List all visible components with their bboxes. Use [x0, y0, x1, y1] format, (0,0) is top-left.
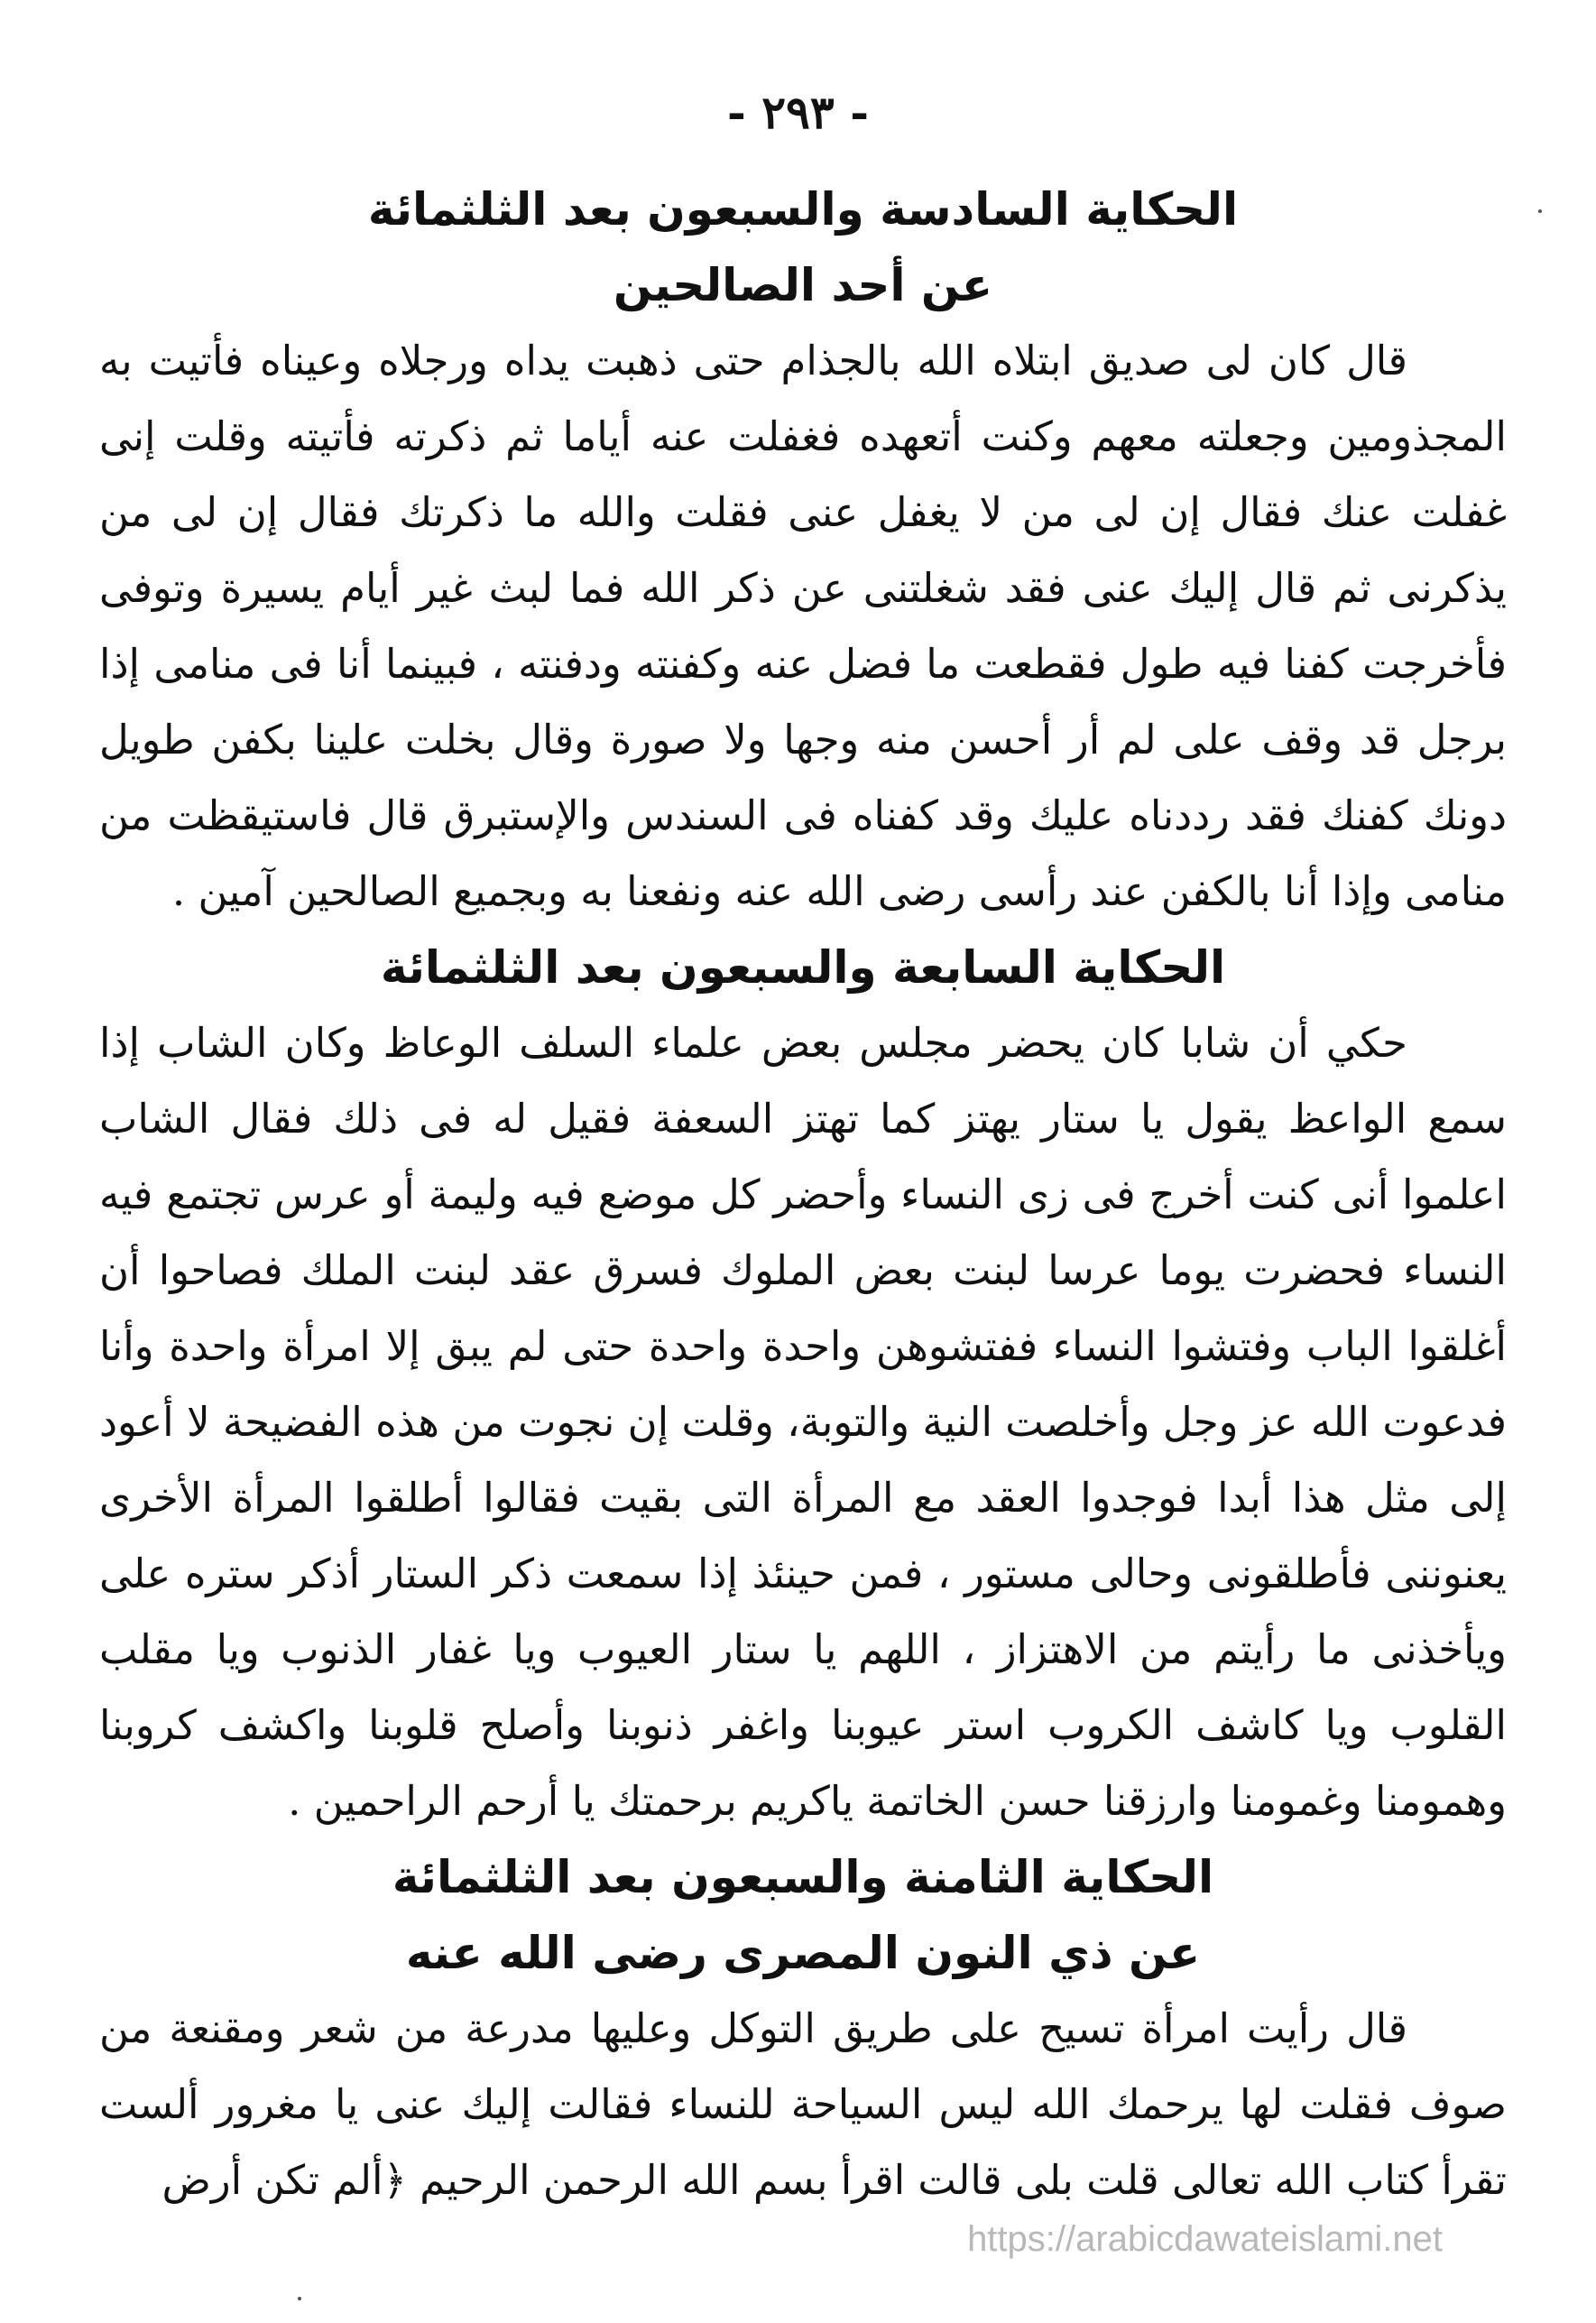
- story-378-subheading: عن ذي النون المصرى رضى الله عنه: [405, 1927, 1201, 1979]
- watermark-url: https://arabicdawateislami.net: [967, 2219, 1443, 2259]
- story-376-subheading: عن أحد الصالحين: [613, 259, 993, 311]
- page-number: - ٢٩٣ -: [727, 86, 869, 139]
- story-376-heading: الحكاية السادسة والسبعون بعد الثلثمائة: [367, 183, 1239, 236]
- story-377-body: حكي أن شابا كان يحضر مجلس بعض علماء السلف الوعاظ وكان الشاب إذا سمع الواعظ يقول يا ستار يهتز كما تهتز السعفة فقيل له فى ذلك فقال الشاب اعلموا أنى كنت أخرج فى زى النساء وأحضر كل موضع فيه وليمة أو عرس تجتمع فيه النساء فحضرت يوما عرسا لبنت بعض الملوك فسرق عقد لبنت الملك فصاحوا أن أغلقوا الباب وفتشوا النساء ففتشوهن واحدة واحدة حتى لم يبق إلا امرأة واحدة وأنا فدعوت الله عز وجل وأخلصت النية والتوبة، وقلت إن نجوت من هذه الفضيحة لا أعود إلى مثل هذا أبدا فوجدوا العقد مع المرأة التى بقيت فقالوا أطلقوا المرأة الأخرى يعنوننى فأطلقونى وحالى مستور ، فمن حينئذ إذا سمعت ذكر الستار أذكر ستره على ويأخذنى ما رأيتم من الاهتزاز ، اللهم يا ستار العيوب ويا غفار الذنوب ويا مقلب القلوب ويا كاشف الكروب استر عيوبنا واغفر ذنوبنا وأصلح قلوبنا واكشف كروبنا وهمومنا وغمومنا وارزقنا حسن الخاتمة ياكريم برحمتك يا أرحم الراحمين .: [99, 1019, 1507, 1825]
- story-378-heading: الحكاية الثامنة والسبعون بعد الثلثمائة: [392, 1851, 1214, 1903]
- page-content: [99, 171, 1507, 2218]
- story-376-body: قال كان لى صديق ابتلاه الله بالجذام حتى ذهبت يداه ورجلاه وعيناه فأتيت به المجذومين وجعلته معهم وكنت أتعهده فغفلت عنه أياما ثم ذكرته فأتيته وقلت إنى غفلت عنك فقال إن لى من لا يغفل عنى فقلت والله ما ذكرتك فقال إن لى من يذكرنى ثم قال إليك عنى فقد شغلتنى عن ذكر الله فما لبث غير أيام يسيرة وتوفى فأخرجت كفنا فيه طول فقطعت ما فضل عنه وكفنته ودفنته ، فبينما أنا فى منامى إذا برجل قد وقف على لم أر أحسن منه وجها ولا صورة وقال بخلت علينا بكفن طويل دونك كفنك فقد رددناه عليك وقد كفناه فى السندس والإستبرق قال فاستيقظت من منامى وإذا أنا بالكفن عند رأسى رضى الله عنه ونفعنا به وبجميع الصالحين آمين .: [99, 337, 1507, 915]
- story-378-body: قال رأيت امرأة تسيح على طريق التوكل وعليها مدرعة من شعر ومقنعة من صوف فقلت لها يرحمك الله ليس السياحة للنساء فقالت إليك عنى يا مغرور ألست تقرأ كتاب الله تعالى قلت بلى قالت اقرأ بسم الله الرحمن الرحيم ﴿ألم تكن أرض: [99, 2004, 1507, 2204]
- scan-speck: [1538, 209, 1542, 213]
- scan-speck: [298, 2297, 301, 2300]
- story-377-heading: الحكاية السابعة والسبعون بعد الثلثمائة: [380, 941, 1226, 994]
